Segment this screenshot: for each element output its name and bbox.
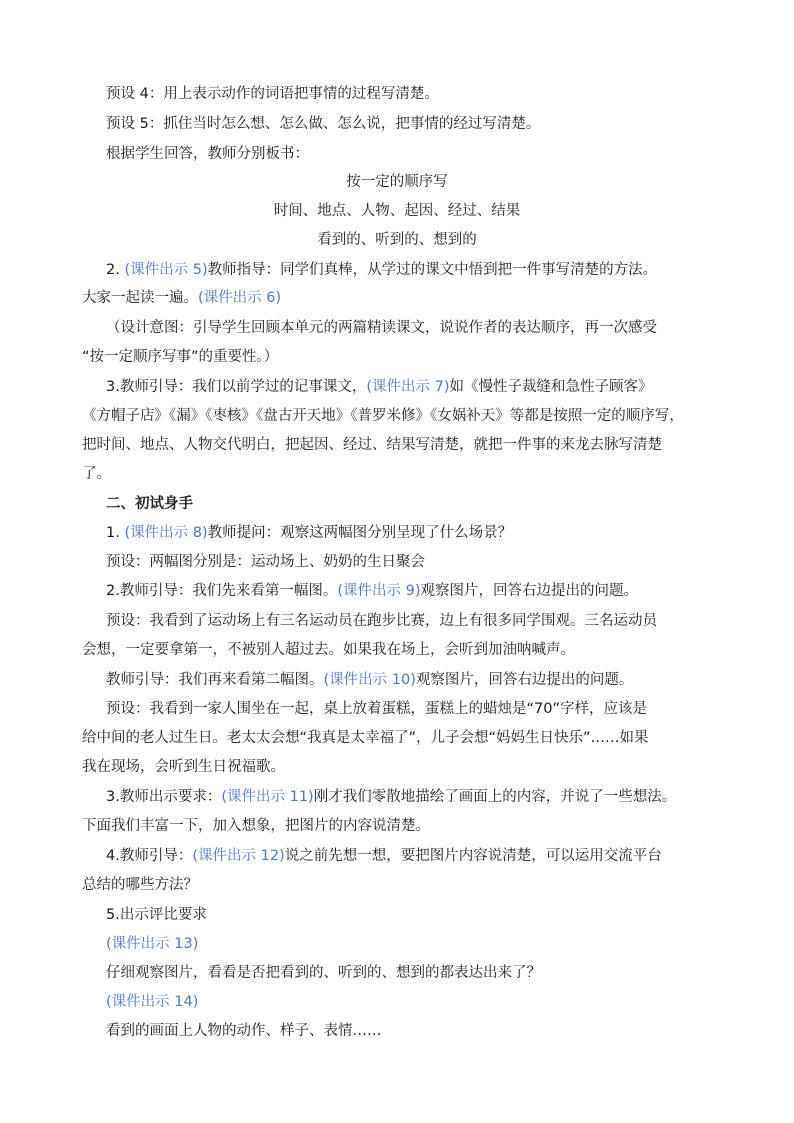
courseware-link-12[interactable]: (课件出示 12) (192, 848, 285, 864)
courseware-link-8[interactable]: (课件出示 8) (124, 525, 208, 541)
step-3-guide: 3.教师引导：我们以前学过的记事课文，(课件出示 7)如《慢性子裁缝和急性子顾客》 (106, 379, 653, 395)
board-intro: 根据学生回答，教师分别板书： (106, 146, 309, 162)
board-line-2: 时间、地点、人物、起因、经过、结果 (273, 203, 521, 219)
preset-sports-2: 会想，一定要拿第一，不被别人超过去。如果我在场上，会听到加油呐喊声。 (82, 642, 575, 658)
preset-sports-1: 预设：我看到了运动场上有三名运动员在跑步比赛，边上有很多同学围观。三名运动员 (106, 613, 657, 629)
step-2-first-image: 2.教师引导：我们先来看第一幅图。(课件出示 9)观察图片，回答右边提出的问题。 (106, 583, 638, 599)
design-intent-1: （设计意图：引导学生回顾本单元的两篇精读课文，说说作者的表达顺序，再一次感受 (106, 320, 657, 336)
step-1-question: 1. (课件出示 8)教师提问：观察这两幅图分别呈现了什么场景？ (106, 525, 513, 541)
preset-birthday-2: 给中间的老人过生日。老太太会想“我真是太幸福了”，儿子会想“妈妈生日快乐”……如果 (82, 730, 649, 746)
courseware-link-14[interactable]: (课件出示 14) (106, 994, 199, 1010)
courseware-link-5[interactable]: (课件出示 5) (124, 262, 208, 278)
step-3-line-2: 《方帽子店》《漏》《枣核》《盘古开天地》《普罗米修》《女娲补天》等都是按照一定的顺序写， (82, 408, 684, 424)
preset-birthday-3: 我在现场，会听到生日祝福歌。 (82, 759, 285, 775)
seen-details: 看到的画面上人物的动作、样子、表情…… (106, 1023, 382, 1039)
step-4-guide: 4.教师引导：(课件出示 12)说之前先想一想，要把图片内容说清楚，可以运用交流平台 (106, 848, 662, 864)
courseware-link-7[interactable]: (课件出示 7) (366, 379, 450, 395)
preset-birthday-1: 预设：我看到一家人围坐在一起，桌上放着蛋糕，蛋糕上的蜡烛是“70”字样，应该是 (106, 701, 647, 717)
step-2-guide: 2. (课件出示 5)教师指导：同学们真棒，从学过的课文中悟到把一件事写清楚的方法。 (106, 262, 658, 278)
step-4-guide-2: 总结的哪些方法？ (82, 877, 198, 893)
design-intent-2: “按一定顺序写事”的重要性。） (82, 349, 279, 365)
read-together: 大家一起读一遍。(课件出示 6) (82, 290, 282, 306)
preset-4: 预设 4：用上表示动作的词语把事情的过程写清楚。 (106, 86, 439, 102)
section-heading-2: 二、初试身手 (106, 496, 193, 512)
step-3-line-4: 了。 (82, 466, 111, 482)
courseware-link-6[interactable]: (课件出示 6) (198, 290, 282, 306)
courseware-link-13[interactable]: (课件出示 13) (106, 936, 199, 952)
board-line-1: 按一定的顺序写 (346, 174, 448, 190)
board-line-3: 看到的、听到的、想到的 (317, 232, 477, 248)
step-3-line-3: 把时间、地点、人物交代明白，把起因、经过、结果写清楚，就把一件事的来龙去脉写清楚 (82, 437, 662, 453)
step-3-requirement: 3.教师出示要求：(课件出示 11)刚才我们零散地描绘了画面上的内容，并说了一些想法。 (106, 789, 677, 805)
preset-scenes: 预设：两幅图分别是：运动场上、奶奶的生日聚会 (106, 554, 425, 570)
step-5-evaluation: 5.出示评比要求 (106, 907, 207, 923)
preset-5: 预设 5：抓住当时怎么想、怎么做、怎么说，把事情的经过写清楚。 (106, 116, 541, 132)
second-image-guide: 教师引导：我们再来看第二幅图。(课件出示 10)观察图片，回答右边提出的问题。 (106, 672, 634, 688)
courseware-link-11[interactable]: (课件出示 11) (221, 789, 314, 805)
courseware-link-10[interactable]: (课件出示 10) (323, 672, 416, 688)
courseware-link-9[interactable]: (课件出示 9) (337, 583, 421, 599)
step-3-requirement-2: 下面我们丰富一下，加入想象，把图片的内容说清楚。 (82, 818, 430, 834)
evaluation-question: 仔细观察图片，看看是否把看到的、听到的、想到的都表达出来了？ (106, 965, 541, 981)
